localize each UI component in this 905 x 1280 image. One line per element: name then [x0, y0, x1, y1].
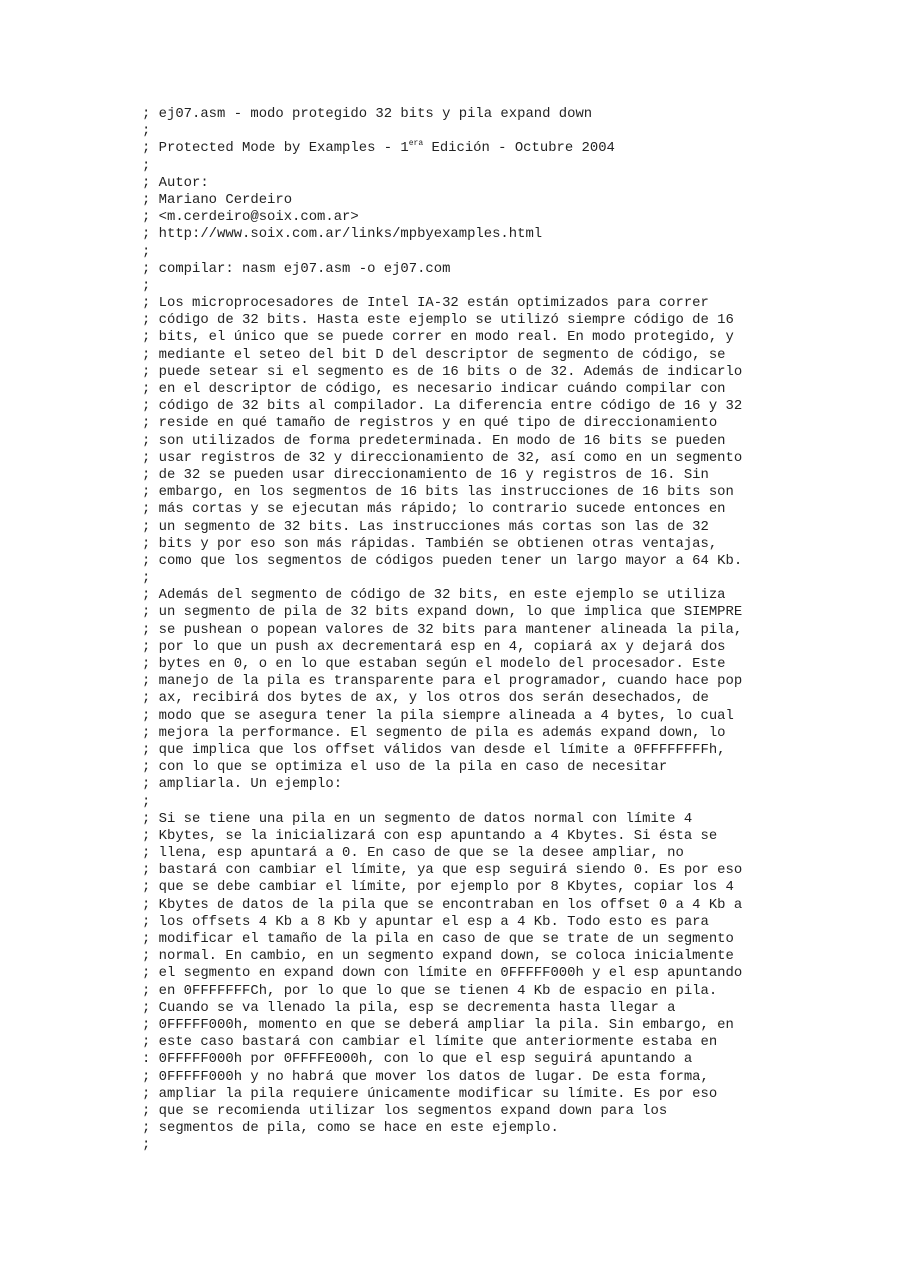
comment-line: ; mejora la performance. El segmento de pila es además expand down, lo [142, 724, 726, 741]
source-code-document [142, 106, 882, 1154]
comment-line: ; se pushean o popean valores de 32 bits para mantener alineada la pila, [142, 621, 743, 638]
comment-line: : 0FFFFF000h por 0FFFFE000h, con lo que el esp seguirá apuntando a [142, 1051, 693, 1068]
comment-line: ; Cuando se va llenado la pila, esp se decrementa hasta llegar a [142, 999, 676, 1016]
comment-line: ; modificar el tamaño de la pila en caso de que se trate de un segmento [142, 931, 734, 947]
comment-line: ; Los microprocesadores de Intel IA-32 están optimizados para correr [142, 295, 709, 312]
comment-line: ; como que los segmentos de códigos pueden tener un largo mayor a 64 Kb. [142, 552, 743, 569]
comment-blank-line: ; [142, 243, 151, 260]
comment-line: ; con lo que se optimiza el uso de la pila en caso de necesitar [142, 759, 668, 776]
comment-line: ; llena, esp apuntará a 0. En caso de que se la desee ampliar, no [142, 845, 684, 862]
author-label-line: ; Autor: [142, 174, 209, 191]
comment-line: ; [142, 793, 151, 810]
comment-line: ; Si se tiene una pila en un segmento de datos normal con límite 4 [142, 810, 693, 827]
comment-line: ; normal. En cambio, en un segmento expand down, se coloca inicialmente [142, 948, 734, 965]
comment-line: ; código de 32 bits al compilador. La diferencia entre código de 16 y 32 [142, 398, 743, 415]
author-url-line: ; http://www.soix.com.ar/links/mpbyexamples.html [142, 226, 543, 243]
comment-line: ; modo que se asegura tener la pila siempre alineada a 4 bytes, lo cual [142, 707, 734, 724]
edition-prefix: ; Protected Mode by Examples - 1 [142, 140, 409, 157]
author-name-line: ; Mariano Cerdeiro [142, 191, 293, 208]
comment-line: ; Kbytes de datos de la pila que se encontraban en los offset 0 a 4 Kb a [142, 896, 743, 913]
comment-line: ; en 0FFFFFFFCh, por lo que lo que se tienen 4 Kb de espacio en pila. [142, 982, 718, 999]
comment-line: ; de 32 se pueden usar direccionamiento de 16 y registros de 16. Sin [142, 466, 709, 483]
comment-line: ; puede setear si el segmento es de 16 bits o de 32. Además de indicarlo [142, 363, 743, 380]
comment-line: ; bytes en 0, o en lo que estaban según el modelo del procesador. Este [142, 656, 726, 672]
comment-line: ; que implica que los offset válidos van desde el límite a 0FFFFFFFFh, [142, 741, 726, 758]
comment-line: ; bits y por eso son más rápidas. También se obtienen otras ventajas, [142, 535, 718, 552]
comment-line: ; un segmento de 32 bits. Las instrucciones más cortas son las de 32 [142, 518, 709, 535]
comment-line: ; que se debe cambiar el límite, por ejemplo por 8 Kbytes, copiar los 4 [142, 879, 734, 896]
comment-line: ; [142, 1137, 151, 1154]
comment-line: ; ampliar la pila requiere únicamente modificar su límite. Es por eso [142, 1085, 718, 1102]
comment-blank-line: ; [142, 157, 151, 174]
author-email-line: ; <m.cerdeiro@soix.com.ar> [142, 209, 359, 226]
comment-line: ; segmentos de pila, como se hace en este ejemplo. [142, 1120, 559, 1137]
comment-line: ; [142, 570, 151, 587]
comment-line: ; 0FFFFF000h, momento en que se deberá ampliar la pila. Sin embargo, en [142, 1016, 734, 1033]
comment-line: ; este caso bastará con cambiar el límite que anteriormente estaba en [142, 1034, 718, 1051]
comment-line: ; mediante el seteo del bit D del descriptor de segmento de código, se [142, 346, 726, 363]
comment-line: ; reside en qué tamaño de registros y en qué tipo de direccionamiento [142, 415, 718, 432]
compile-command-line: ; compilar: nasm ej07.asm -o ej07.com [142, 260, 451, 277]
edition-line [142, 140, 882, 157]
comment-line: ; 0FFFFF000h y no habrá que mover los datos de lugar. De esta forma, [142, 1068, 709, 1085]
comment-line: ; ax, recibirá dos bytes de ax, y los otros dos serán desechados, de [142, 690, 709, 707]
comment-line: ; por lo que un push ax decrementará esp en 4, copiará ax y dejará dos [142, 638, 726, 655]
comment-line: ; un segmento de pila de 32 bits expand down, lo que implica que SIEMPRE [142, 604, 743, 621]
comment-line: ; embargo, en los segmentos de 16 bits las instrucciones de 16 bits son [142, 484, 734, 501]
comment-line: ; que se recomienda utilizar los segmentos expand down para los [142, 1102, 668, 1119]
comment-line: ; ampliarla. Un ejemplo: [142, 776, 343, 793]
comment-line: ; más cortas y se ejecutan más rápido; lo contrario sucede entonces en [142, 501, 726, 518]
comment-line: ; código de 32 bits. Hasta este ejemplo se utilizó siempre código de 16 [142, 312, 734, 329]
comment-line: ; bastará con cambiar el límite, ya que esp seguirá siendo 0. Es por eso [142, 862, 743, 879]
comment-blank-line: ; [142, 277, 151, 294]
comment-blank-line: ; [142, 123, 151, 140]
comment-body [142, 295, 882, 1154]
file-title-line: ; ej07.asm - modo protegido 32 bits y pila expand down [142, 106, 593, 122]
comment-line: ; son utilizados de forma predeterminada. En modo de 16 bits se pueden [142, 432, 726, 449]
comment-line: ; bits, el único que se puede correr en modo real. En modo protegido, y [142, 329, 734, 346]
comment-line: ; Kbytes, se la inicializará con esp apuntando a 4 Kbytes. Si ésta se [142, 827, 718, 844]
edition-suffix: Edición - Octubre 2004 [423, 140, 615, 157]
comment-line: ; usar registros de 32 y direccionamiento de 32, así como en un segmento [142, 449, 743, 466]
edition-superscript: era [408, 139, 424, 149]
comment-line: ; los offsets 4 Kb a 8 Kb y apuntar el esp a 4 Kb. Todo esto es para [142, 913, 709, 930]
comment-line: ; manejo de la pila es transparente para el programador, cuando hace pop [142, 673, 743, 690]
comment-line: ; el segmento en expand down con límite en 0FFFFF000h y el esp apuntando [142, 965, 743, 982]
comment-line: ; en el descriptor de código, es necesario indicar cuándo compilar con [142, 381, 726, 397]
comment-line: ; Además del segmento de código de 32 bits, en este ejemplo se utiliza [142, 587, 726, 604]
